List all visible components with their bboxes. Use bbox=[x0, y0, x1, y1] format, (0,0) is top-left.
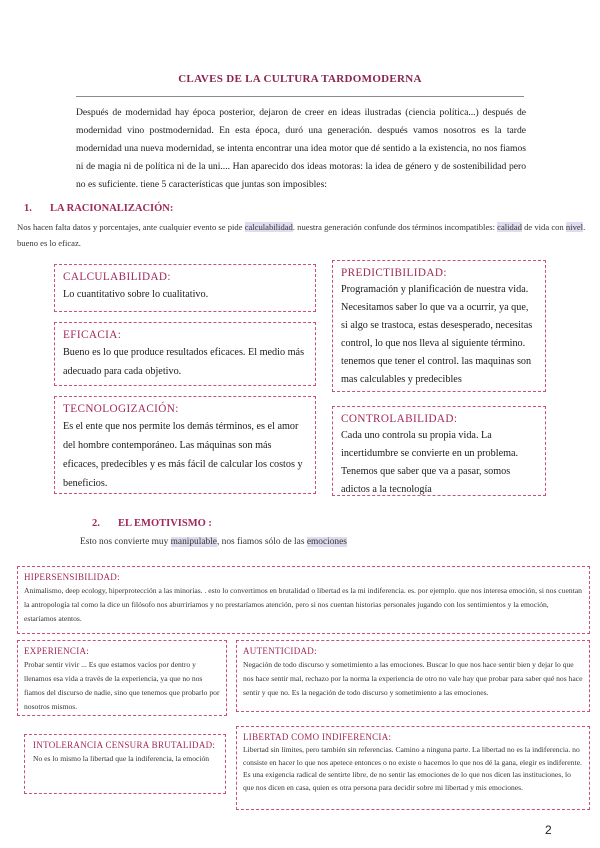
highlight: calidad bbox=[497, 222, 522, 232]
section-1-paragraph bbox=[17, 219, 587, 251]
text-run: . bueno es lo eficaz. bbox=[17, 222, 586, 248]
card-hipersensibilidad bbox=[17, 566, 590, 634]
card-predictibilidad bbox=[332, 260, 546, 392]
highlight: emociones bbox=[306, 537, 347, 547]
text-run: Esto nos convierte muy bbox=[80, 537, 171, 547]
card-text: Libertad sin límites, pero también sin referencias. Camino a ninguna parte. La libertad no es la indiferencia. no consiste en hacer lo que nos apetece entonces o no existe o hacemos lo que nos dé la gana, elegir es indiferente. Es una exigencia radical de sentirte libre, de no sentir las emociones de lo que nos dicen las instituciones, lo que nos dicen en casa, quien es otra persona para decidir sobre mi libertad y mis emociones. bbox=[243, 745, 582, 792]
card-label: HIPERSENSIBILIDAD: bbox=[24, 572, 120, 582]
card-label: EXPERIENCIA: bbox=[24, 646, 90, 656]
document-title: CLAVES DE LA CULTURA TARDOMODERNA bbox=[178, 73, 422, 85]
card-experiencia bbox=[17, 640, 227, 716]
card-text: Negación de todo discurso y sometimiento a las emociones. Buscar lo que nos hace sentir bien y dejar lo que nos hace sentir mal, rechazo por la norma la experiencia de otro no vale hay que probar para saber qué nos hace sentir y que no. Es la negación de todo discurso y sometimiento a las emociones. bbox=[243, 660, 583, 697]
text-run: . nuestra generación confunde dos términos incompatibles: bbox=[292, 222, 498, 232]
card-label: CALCULABILIDAD: bbox=[63, 271, 171, 283]
section-2-title: EL EMOTIVISMO : bbox=[118, 518, 212, 529]
intro-paragraph: Después de modernidad hay época posterior, dejaron de creer en ideas ilustradas (ciencia política...) después de modernidad vino postmodernidad. En esta época, duró una generación. después vamos nosotros es la tarde modernidad una nueva modernidad, se intenta encontrar una idea motor que dé sentido a la existencia, no nos fiamos ni de magia ni de política ni de la uni.... Han aparecido dos ideas motoras: la idea de género y de sostenibilidad pero no es suficiente. tiene 5 características que juntas son imposibles: bbox=[76, 107, 526, 190]
text-run: , nos fiamos sólo de las bbox=[216, 537, 307, 547]
card-text: Cada uno controla su propia vida. La incertidumbre se convierte en un problema. Tenemos que saber que va a pasar, somos adictos a la tecnología bbox=[341, 430, 519, 495]
card-tecnologizacion bbox=[54, 396, 316, 494]
card-label: EFICACIA: bbox=[63, 329, 122, 341]
card-autenticidad bbox=[236, 640, 590, 712]
card-libertad bbox=[236, 726, 590, 810]
section-1-title: LA RACIONALIZACIÓN: bbox=[50, 203, 174, 214]
card-text: Lo cuantitativo sobre lo cualitativo. bbox=[63, 289, 209, 300]
section-1-heading bbox=[24, 203, 173, 214]
card-label: INTOLERANCIA CENSURA BRUTALIDAD: bbox=[33, 740, 216, 750]
title-rule bbox=[76, 96, 524, 97]
card-controlabilidad bbox=[332, 406, 546, 496]
section-2-heading bbox=[92, 518, 212, 529]
card-eficacia bbox=[54, 322, 316, 386]
card-calculabilidad bbox=[54, 264, 316, 312]
card-label: AUTENTICIDAD: bbox=[243, 646, 317, 656]
card-label: CONTROLABILIDAD: bbox=[341, 413, 458, 425]
page-number: 2 bbox=[545, 823, 552, 837]
text-run: Nos hacen falta datos y porcentajes, ante cualquier evento se pide bbox=[17, 222, 245, 232]
card-text: Probar sentir vivir ... Es que estamos vacíos por dentro y llenamos esa vida a través de la experiencia, ya que no nos fiamos del discurso de nadie, sino que tenemos que probarlo por nosotros mismos. bbox=[24, 660, 220, 711]
section-2-paragraph bbox=[80, 534, 347, 550]
card-intolerancia bbox=[24, 734, 226, 794]
card-text: Bueno es lo que produce resultados eficaces. El medio más adecuado para cada objetivo. bbox=[63, 347, 305, 377]
highlight: calculabilidad bbox=[244, 222, 293, 232]
card-text: Es el ente que nos permite los demás términos, es el amor del hombre contemporáneo. Las máquinas son más eficaces, predecibles y es más fácil de calcular los costos y beneficios. bbox=[63, 421, 303, 489]
card-label: PREDICTIBILIDAD: bbox=[341, 267, 447, 279]
highlight: manipulable bbox=[170, 537, 217, 547]
card-label: TECNOLOGIZACIÓN: bbox=[63, 403, 179, 415]
text-run: de vida con bbox=[521, 222, 566, 232]
card-text: Programación y planificación de nuestra vida. Necesitamos saber lo que va a ocurrir, ya que, si algo se trastoca, estas desesperado, necesitas control, lo que nos lleva al siguiente término. tenemos que tener el control. las maquinas son mas calculables y predecibles bbox=[341, 284, 533, 385]
card-label: LIBERTAD COMO INDIFERENCIA: bbox=[243, 732, 392, 742]
highlight: nivel bbox=[565, 222, 584, 232]
section-1-number: 1. bbox=[24, 203, 32, 214]
card-text: No es lo mismo la libertad que la indiferencia, la emoción bbox=[33, 754, 210, 763]
section-2-number: 2. bbox=[92, 518, 100, 529]
card-text: Animalismo, deep ecology, hiperprotección a las minorías. . esto lo convertimos en brutalidad o libertad es la mi indiferencia. es. por ejemplo. que nos interesa emoción, si nos cuentan la antropología tal como la dice un filósofo nos aburriríamos y no prestaríamos atención, pero si nos cuentan historias personales jugando con los sentimientos y la emoción, estaríamos atentos. bbox=[24, 586, 582, 623]
